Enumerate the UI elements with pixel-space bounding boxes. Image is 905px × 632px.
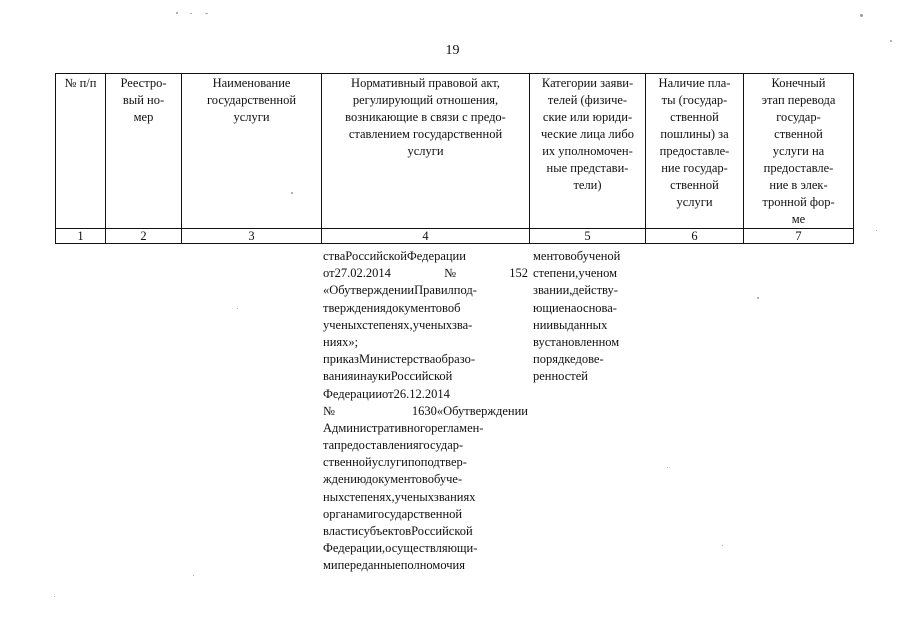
continuation-line: Федерацииот26.12.2014 — [323, 386, 450, 401]
continuation-line: органамигосударственной — [323, 506, 463, 521]
continuation-line: ственнойуслугипоподтвер- — [323, 455, 467, 470]
continuation-line: ныхстепенях,ученыхзваниях — [323, 489, 476, 504]
column-number: 4 — [322, 229, 530, 244]
continuation-line: Федерации,осуществляющи- — [323, 541, 478, 556]
scan-speck — [890, 40, 892, 42]
scan-speck — [860, 14, 863, 17]
continuation-line: ученыхстепенях,ученыхзва- — [323, 317, 473, 332]
scan-speck — [757, 297, 759, 299]
continuation-line: степени,ученом — [533, 266, 618, 281]
continuation-line: вустановленном — [533, 334, 620, 349]
column-number: 3 — [182, 229, 322, 244]
column-number-row — [56, 229, 854, 244]
header-cell-fee: Наличие пла- ты (государ- ственной пошлины) за предоставле- ние государ- ственной услуги — [646, 74, 744, 229]
scan-speck — [176, 12, 178, 14]
continuation-line: №1630«Обутверждении — [323, 403, 528, 418]
column-number: 7 — [744, 229, 854, 244]
header-cell-legal-act: Нормативный правовой акт, регулирующий отношения, возникающие в связи с предо- ставлением государственной услуги — [322, 74, 530, 229]
header-cell-number: № п/п — [56, 74, 106, 229]
continuation-line: ниях»; — [323, 334, 359, 349]
continuation-line: ментовобученой — [533, 249, 621, 263]
continuation-line: «ОбутвержденииПравилпод- — [323, 283, 477, 298]
scan-speck — [667, 467, 668, 468]
services-table — [55, 73, 854, 244]
scan-speck — [190, 13, 192, 14]
continuation-line: ниивыданных — [533, 317, 608, 332]
scan-speck — [876, 230, 877, 231]
continuation-line: звании,действу- — [533, 283, 618, 298]
legal-act-continuation — [323, 248, 528, 575]
scan-speck — [722, 545, 723, 546]
column-number: 1 — [56, 229, 106, 244]
header-cell-service-name: Наименование государственной услуги — [182, 74, 322, 229]
continuation-line: тапредоставлениягосудар- — [323, 438, 464, 453]
continuation-line: Административногорегламен- — [323, 420, 484, 435]
continuation-line: от27.02.2014№152 — [323, 266, 528, 281]
continuation-line: ждениюдокументовобуче- — [323, 472, 463, 487]
page-number: 19 — [445, 43, 460, 58]
column-number: 2 — [106, 229, 182, 244]
column-number: 5 — [530, 229, 646, 244]
continuation-line: ренностей — [533, 369, 588, 384]
scan-speck — [291, 192, 293, 194]
header-cell-final-stage: Конечный этап перевода государ- ственной услуги на предоставле- ние в элек- тронной фор- ме — [744, 74, 854, 229]
applicant-categories-continuation — [533, 248, 644, 386]
continuation-line: ющиенаоснова- — [533, 300, 617, 315]
scan-speck — [54, 596, 55, 597]
scan-speck — [193, 575, 194, 576]
column-number: 6 — [646, 229, 744, 244]
continuation-line: мипереданныеполномочия — [323, 558, 465, 573]
header-cell-registry-number: Реестро- вый но- мер — [106, 74, 182, 229]
continuation-line: стваРоссийскойФедерации — [323, 249, 466, 263]
continuation-line: порядкедове- — [533, 352, 604, 367]
header-cell-applicant-categories: Категории заяви- телей (физиче- ские или юриди- ческие лица либо их уполномочен- ные представи- тели) — [530, 74, 646, 229]
table-header-row — [56, 74, 854, 229]
continuation-line: тверждениядокументовоб — [323, 300, 461, 315]
continuation-line: ванияинаукиРоссийской — [323, 369, 453, 384]
scan-speck — [205, 13, 208, 14]
continuation-line: приказМинистерстваобразо- — [323, 352, 475, 367]
scan-speck — [237, 308, 238, 309]
continuation-line: властисубъектовРоссийской — [323, 524, 473, 538]
